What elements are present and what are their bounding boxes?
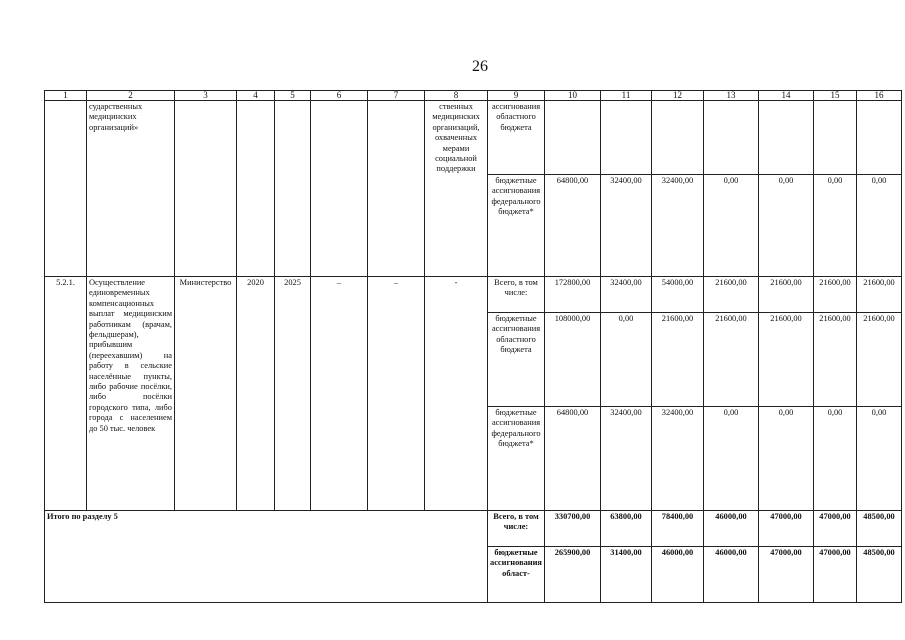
column-header: 14 <box>759 91 814 101</box>
value-cell: 0,00 <box>601 313 652 407</box>
item-col7: – <box>368 277 425 511</box>
item-row-total <box>45 277 902 313</box>
value-cell: 0,00 <box>704 175 759 277</box>
value-cell: 48500,00 <box>857 511 902 547</box>
column-number-row <box>45 91 902 101</box>
column-header: 15 <box>814 91 857 101</box>
value-cell: 21600,00 <box>814 277 857 313</box>
value-cell: 21600,00 <box>759 313 814 407</box>
value-cell: 64800,00 <box>545 407 601 511</box>
column-header: 9 <box>488 91 545 101</box>
item-col8: - <box>425 277 488 511</box>
value-cell: 32400,00 <box>652 407 704 511</box>
cell <box>368 101 425 277</box>
continuation-row-regional <box>45 101 902 175</box>
value-cell: 78400,00 <box>652 511 704 547</box>
value-cell: 21600,00 <box>857 277 902 313</box>
funding-source-regional: бюджетные ассигнования областного бюджета <box>488 313 545 407</box>
value-cell: 0,00 <box>857 175 902 277</box>
cell <box>545 101 601 175</box>
value-cell: 21600,00 <box>759 277 814 313</box>
continued-event-name: сударственных медицинских организаций» <box>87 101 175 277</box>
item-number: 5.2.1. <box>45 277 87 511</box>
value-cell: 46000,00 <box>704 511 759 547</box>
value-cell: 21600,00 <box>814 313 857 407</box>
cell <box>652 101 704 175</box>
value-cell: 47000,00 <box>759 547 814 603</box>
cell <box>759 101 814 175</box>
value-cell: 21600,00 <box>857 313 902 407</box>
summary-label: Итого по разделу 5 <box>45 511 488 603</box>
cell <box>814 101 857 175</box>
item-name: Осуществление единовременных компенсационных выплат медицинским работникам (врачам, фельдшерам), прибывшим (переехавшим) на работу в сельские населённые пункты, либо рабочие посёлки, либо посёлки городского типа, либо города с населением до 50 тыс. человек <box>87 277 175 511</box>
cell <box>857 101 902 175</box>
item-start-year: 2020 <box>237 277 275 511</box>
column-header: 13 <box>704 91 759 101</box>
value-cell: 32400,00 <box>601 277 652 313</box>
value-cell: 21600,00 <box>652 313 704 407</box>
column-header: 8 <box>425 91 488 101</box>
value-cell: 46000,00 <box>652 547 704 603</box>
cell <box>704 101 759 175</box>
summary-regional-label: бюджетные ассигнования област- <box>488 547 545 603</box>
column-header: 11 <box>601 91 652 101</box>
value-cell: 54000,00 <box>652 277 704 313</box>
value-cell: 330700,00 <box>545 511 601 547</box>
value-cell: 0,00 <box>759 175 814 277</box>
value-cell: 0,00 <box>814 175 857 277</box>
summary-row-total <box>45 511 902 547</box>
summary-total-label: Всего, в том числе: <box>488 511 545 547</box>
value-cell: 47000,00 <box>814 547 857 603</box>
value-cell: 47000,00 <box>759 511 814 547</box>
value-cell: 32400,00 <box>652 175 704 277</box>
cell <box>237 101 275 277</box>
cell <box>601 101 652 175</box>
continued-indicator: ственных медицинских организаций, охваченных мерами социальной поддержки <box>425 101 488 277</box>
total-label: Всего, в том числе: <box>488 277 545 313</box>
value-cell: 63800,00 <box>601 511 652 547</box>
funding-source-federal: бюджетные ассигнования федерального бюджета* <box>488 175 545 277</box>
column-header: 1 <box>45 91 87 101</box>
value-cell: 21600,00 <box>704 277 759 313</box>
column-header: 7 <box>368 91 425 101</box>
item-executor: Министерство <box>175 277 237 511</box>
column-header: 10 <box>545 91 601 101</box>
column-header: 2 <box>87 91 175 101</box>
value-cell: 47000,00 <box>814 511 857 547</box>
column-header: 16 <box>857 91 902 101</box>
value-cell: 32400,00 <box>601 407 652 511</box>
column-header: 12 <box>652 91 704 101</box>
column-header: 4 <box>237 91 275 101</box>
value-cell: 0,00 <box>814 407 857 511</box>
column-header: 3 <box>175 91 237 101</box>
budget-table <box>44 90 902 603</box>
cell <box>175 101 237 277</box>
cell <box>45 101 87 277</box>
value-cell: 32400,00 <box>601 175 652 277</box>
funding-source-regional: ассигнования областного бюджета <box>488 101 545 175</box>
value-cell: 0,00 <box>857 407 902 511</box>
value-cell: 21600,00 <box>704 313 759 407</box>
funding-source-federal: бюджетные ассигнования федерального бюджета* <box>488 407 545 511</box>
value-cell: 108000,00 <box>545 313 601 407</box>
item-end-year: 2025 <box>275 277 311 511</box>
cell <box>311 101 368 277</box>
value-cell: 48500,00 <box>857 547 902 603</box>
value-cell: 0,00 <box>759 407 814 511</box>
value-cell: 64800,00 <box>545 175 601 277</box>
column-header: 6 <box>311 91 368 101</box>
value-cell: 31400,00 <box>601 547 652 603</box>
page-number: 26 <box>472 58 488 75</box>
value-cell: 46000,00 <box>704 547 759 603</box>
value-cell: 172800,00 <box>545 277 601 313</box>
item-col6: – <box>311 277 368 511</box>
column-header: 5 <box>275 91 311 101</box>
value-cell: 265900,00 <box>545 547 601 603</box>
cell <box>275 101 311 277</box>
value-cell: 0,00 <box>704 407 759 511</box>
